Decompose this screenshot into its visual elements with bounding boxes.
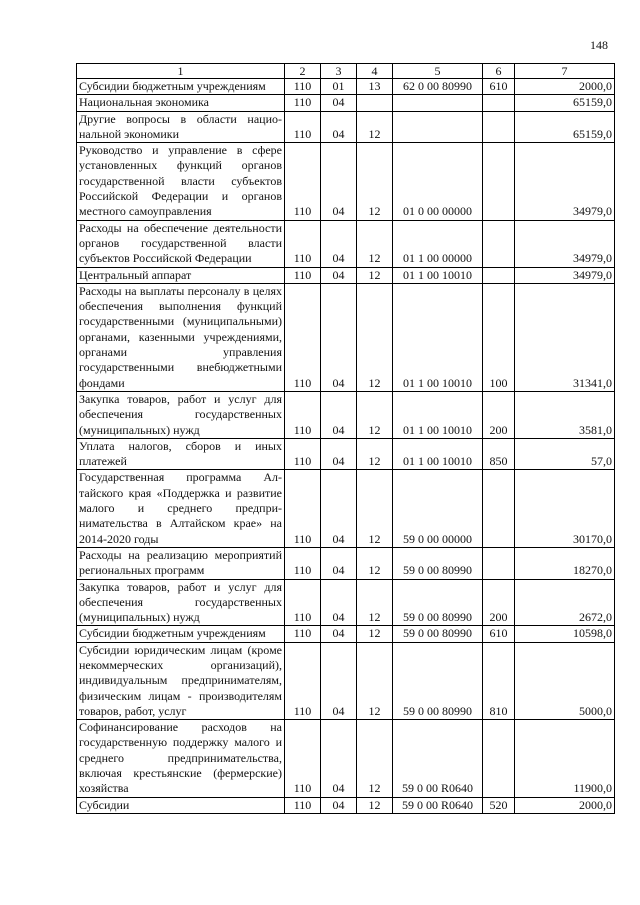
table-row [77, 438, 615, 470]
subsection-code-cell: 12 [357, 111, 393, 143]
target-article-cell [393, 111, 483, 143]
expense-type-cell [483, 470, 515, 547]
expense-type-cell: 810 [483, 642, 515, 719]
section-cell: 110 [285, 143, 321, 220]
expense-type-cell: 200 [483, 391, 515, 438]
expense-type-cell [483, 143, 515, 220]
subsection-code-cell: 12 [357, 267, 393, 283]
amount-cell: 65159,0 [515, 95, 615, 111]
section-cell: 110 [285, 642, 321, 719]
table-row [77, 267, 615, 283]
target-article-cell: 01 1 00 10010 [393, 438, 483, 470]
expense-type-cell [483, 547, 515, 579]
target-article-cell: 59 0 00 80990 [393, 547, 483, 579]
table-row [77, 797, 615, 813]
target-article-cell [393, 95, 483, 111]
table-row [77, 579, 615, 626]
amount-cell: 34979,0 [515, 220, 615, 267]
expense-type-cell [483, 95, 515, 111]
amount-cell: 18270,0 [515, 547, 615, 579]
table-row [77, 391, 615, 438]
subsection-cell: 04 [321, 283, 357, 391]
subsection-cell: 04 [321, 220, 357, 267]
amount-cell: 65159,0 [515, 111, 615, 143]
row-name-cell: Уплата налогов, сборов и иных платежей [77, 438, 285, 470]
expense-type-cell [483, 220, 515, 267]
subsection-cell: 04 [321, 470, 357, 547]
subsection-code-cell: 12 [357, 642, 393, 719]
subsection-code-cell: 12 [357, 470, 393, 547]
row-name-cell: Закупка товаров, работ и услуг для обеспечения государственных (муниципальных) нужд [77, 579, 285, 626]
subsection-code-cell: 12 [357, 797, 393, 813]
subsection-code-cell [357, 95, 393, 111]
target-article-cell: 01 1 00 00000 [393, 220, 483, 267]
expense-type-cell: 610 [483, 626, 515, 642]
table-row [77, 470, 615, 547]
subsection-code-cell: 12 [357, 220, 393, 267]
section-cell: 110 [285, 797, 321, 813]
subsection-cell: 04 [321, 267, 357, 283]
subsection-cell: 04 [321, 438, 357, 470]
column-header: 5 [393, 64, 483, 79]
section-cell: 110 [285, 547, 321, 579]
section-cell: 110 [285, 283, 321, 391]
subsection-code-cell: 12 [357, 720, 393, 797]
subsection-cell: 04 [321, 143, 357, 220]
row-name-cell: Субсидии [77, 797, 285, 813]
subsection-code-cell: 12 [357, 283, 393, 391]
subsection-code-cell: 12 [357, 579, 393, 626]
target-article-cell: 01 1 00 10010 [393, 391, 483, 438]
expense-type-cell [483, 111, 515, 143]
column-header: 4 [357, 64, 393, 79]
subsection-cell: 04 [321, 797, 357, 813]
column-header: 2 [285, 64, 321, 79]
expense-type-cell: 610 [483, 79, 515, 95]
amount-cell: 30170,0 [515, 470, 615, 547]
table-row [77, 720, 615, 797]
expense-type-cell [483, 720, 515, 797]
column-header: 6 [483, 64, 515, 79]
section-cell: 110 [285, 267, 321, 283]
table-row [77, 283, 615, 391]
amount-cell: 2000,0 [515, 79, 615, 95]
target-article-cell: 59 0 00 80990 [393, 579, 483, 626]
amount-cell: 34979,0 [515, 143, 615, 220]
row-name-cell: Софинансирование расходов на государственную поддержку малого и среднего предпринимательства, включая крестьянские (фермерские) хозяйства [77, 720, 285, 797]
section-cell: 110 [285, 438, 321, 470]
budget-table [76, 63, 615, 814]
amount-cell: 57,0 [515, 438, 615, 470]
row-name-cell: Расходы на выплаты персоналу в целях обеспечения выполнения функций государственными (муниципальными) органами, казенными учреждениями, органами управления государственными внебюджетными фондами [77, 283, 285, 391]
subsection-code-cell: 13 [357, 79, 393, 95]
row-name-cell: Другие вопросы в области национальной экономики [77, 111, 285, 143]
target-article-cell: 01 1 00 10010 [393, 267, 483, 283]
subsection-code-cell: 12 [357, 626, 393, 642]
column-header: 7 [515, 64, 615, 79]
row-name-cell: Субсидии юридическим лицам (кроме некоммерческих организаций), индивидуальным предпринимателям, физическим лицам - производителям товаров, работ, услуг [77, 642, 285, 719]
expense-type-cell: 850 [483, 438, 515, 470]
amount-cell: 2000,0 [515, 797, 615, 813]
table-row [77, 79, 615, 95]
table-row [77, 642, 615, 719]
subsection-code-cell: 12 [357, 547, 393, 579]
row-name-cell: Субсидии бюджетным учреждениям [77, 626, 285, 642]
subsection-code-cell: 12 [357, 391, 393, 438]
section-cell: 110 [285, 470, 321, 547]
target-article-cell: 59 0 00 80990 [393, 642, 483, 719]
table-row [77, 626, 615, 642]
subsection-cell: 04 [321, 95, 357, 111]
subsection-cell: 04 [321, 579, 357, 626]
subsection-cell: 04 [321, 642, 357, 719]
expense-type-cell: 100 [483, 283, 515, 391]
target-article-cell: 59 0 00 80990 [393, 626, 483, 642]
row-name-cell: Национальная экономика [77, 95, 285, 111]
section-cell: 110 [285, 579, 321, 626]
amount-cell: 10598,0 [515, 626, 615, 642]
column-header: 3 [321, 64, 357, 79]
section-cell: 110 [285, 111, 321, 143]
table-row [77, 143, 615, 220]
amount-cell: 3581,0 [515, 391, 615, 438]
row-name-cell: Субсидии бюджетным учреждениям [77, 79, 285, 95]
row-name-cell: Государственная программа Алтайского края «Поддержка и развитие малого и среднего предпринимательства в Алтайском крае» на 2014-2020 годы [77, 470, 285, 547]
expense-type-cell: 520 [483, 797, 515, 813]
row-name-cell: Расходы на реализацию мероприятий региональных программ [77, 547, 285, 579]
amount-cell: 34979,0 [515, 267, 615, 283]
expense-type-cell: 200 [483, 579, 515, 626]
table-row [77, 547, 615, 579]
subsection-cell: 04 [321, 626, 357, 642]
target-article-cell: 59 0 00 R0640 [393, 797, 483, 813]
subsection-cell: 04 [321, 391, 357, 438]
section-cell: 110 [285, 79, 321, 95]
page-number: 148 [590, 38, 608, 52]
subsection-cell: 04 [321, 111, 357, 143]
target-article-cell: 62 0 00 80990 [393, 79, 483, 95]
amount-cell: 31341,0 [515, 283, 615, 391]
section-cell: 110 [285, 720, 321, 797]
subsection-code-cell: 12 [357, 438, 393, 470]
subsection-cell: 01 [321, 79, 357, 95]
target-article-cell: 59 0 00 R0640 [393, 720, 483, 797]
column-header: 1 [77, 64, 285, 79]
amount-cell: 5000,0 [515, 642, 615, 719]
amount-cell: 11900,0 [515, 720, 615, 797]
subsection-code-cell: 12 [357, 143, 393, 220]
expense-type-cell [483, 267, 515, 283]
section-cell: 110 [285, 95, 321, 111]
row-name-cell: Закупка товаров, работ и услуг для обеспечения государственных (муниципальных) нужд [77, 391, 285, 438]
row-name-cell: Расходы на обеспечение деятельности органов государственной власти субъектов Российской Федерации [77, 220, 285, 267]
row-name-cell: Центральный аппарат [77, 267, 285, 283]
table-row [77, 95, 615, 111]
section-cell: 110 [285, 391, 321, 438]
subsection-cell: 04 [321, 547, 357, 579]
table-row [77, 111, 615, 143]
row-name-cell: Руководство и управление в сфере установленных функций органов государственной власти субъектов Российской Федерации и органов местного самоуправления [77, 143, 285, 220]
target-article-cell: 01 1 00 10010 [393, 283, 483, 391]
table-header-row [77, 64, 615, 79]
target-article-cell: 01 0 00 00000 [393, 143, 483, 220]
amount-cell: 2672,0 [515, 579, 615, 626]
subsection-cell: 04 [321, 720, 357, 797]
table-row [77, 220, 615, 267]
section-cell: 110 [285, 626, 321, 642]
target-article-cell: 59 0 00 00000 [393, 470, 483, 547]
section-cell: 110 [285, 220, 321, 267]
